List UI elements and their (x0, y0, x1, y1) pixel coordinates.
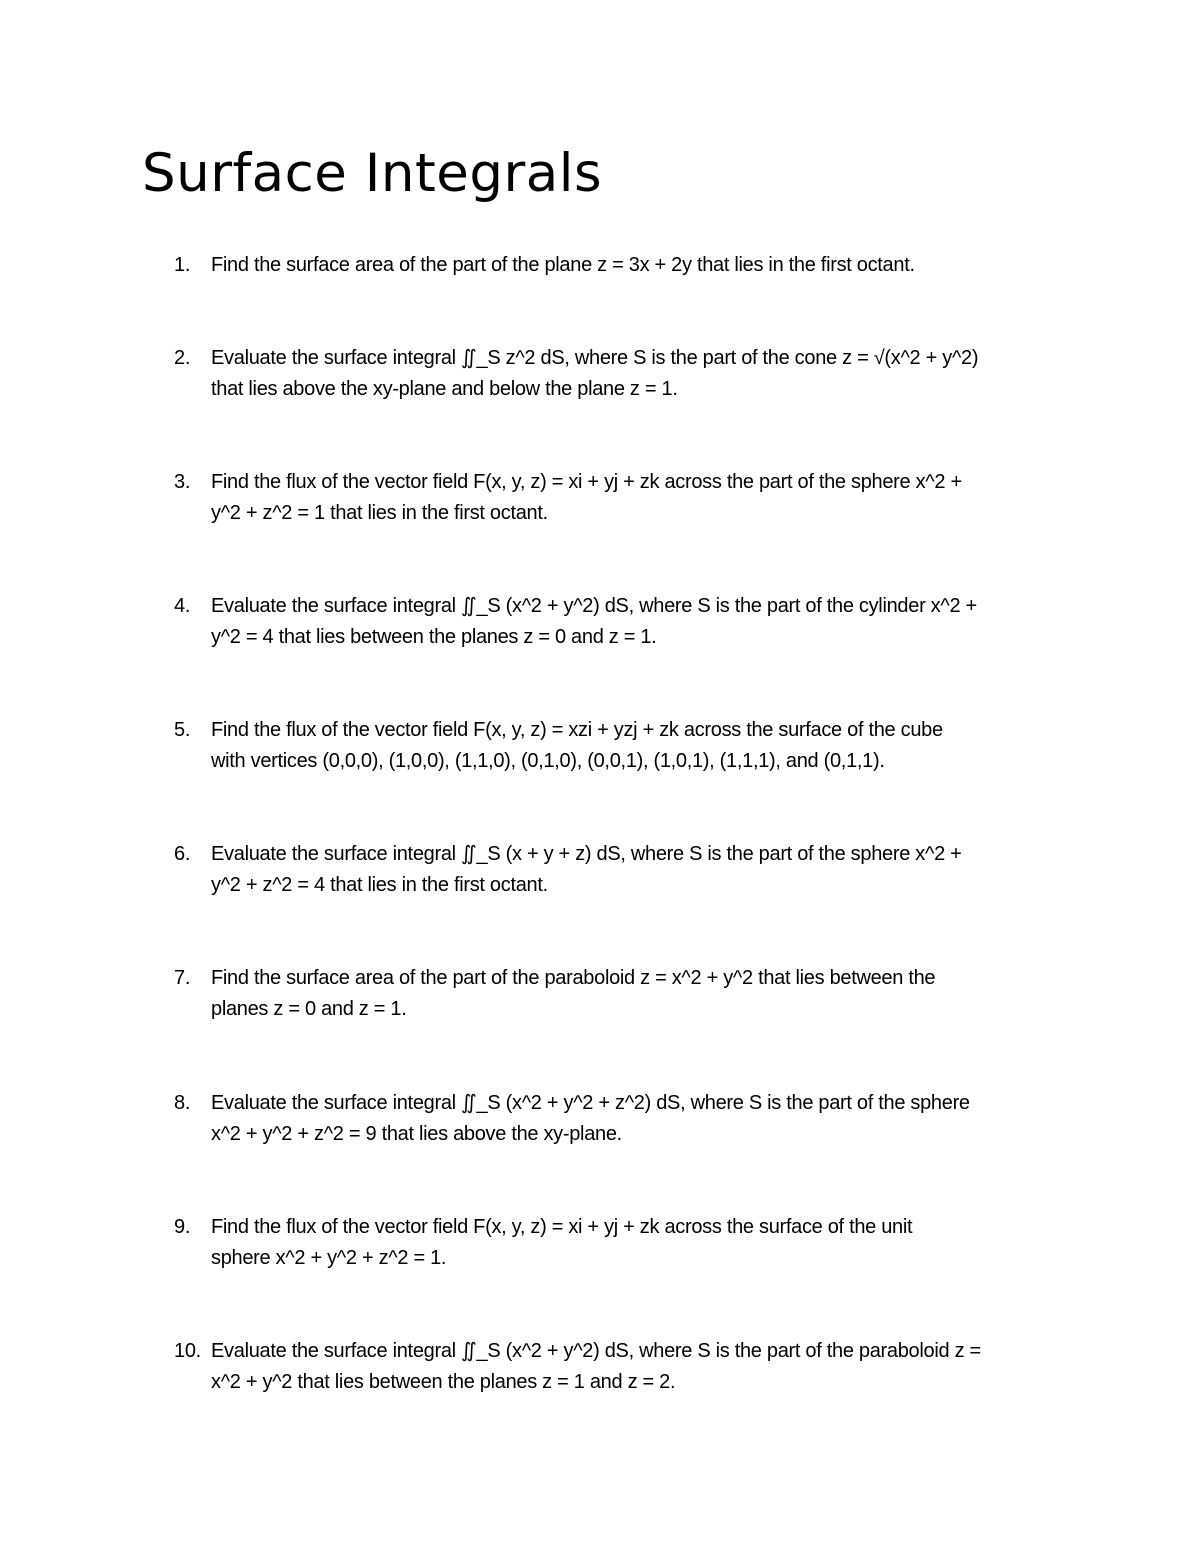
page-title: Surface Integrals (142, 143, 603, 204)
problem-text (211, 839, 1071, 901)
problem-text-line: Find the surface area of the part of the plane z = 3x + 2y that lies in the first octant. (211, 254, 915, 276)
problem-text-line: Evaluate the surface integral ∬_S z^2 dS, where S is the part of the cone z = √(x^2 + y^2) (211, 347, 979, 369)
problem-text-line: x^2 + y^2 that lies between the planes z = 1 and z = 2. (211, 1371, 676, 1393)
problem-text-line: Evaluate the surface integral ∬_S (x^2 + y^2) dS, where S is the part of the cylinder x^2 + (211, 595, 977, 617)
problem-number: 3. (174, 471, 191, 493)
problem-text-line: y^2 + z^2 = 1 that lies in the first octant. (211, 502, 548, 524)
problem-text (211, 250, 1071, 281)
problem-text-line: Evaluate the surface integral ∬_S (x + y + z) dS, where S is the part of the sphere x^2 + (211, 843, 962, 865)
problem-text-line: Find the flux of the vector field F(x, y, z) = xzi + yzj + zk across the surface of the cube (211, 719, 943, 741)
problem-text-line: Evaluate the surface integral ∬_S (x^2 + y^2) dS, where S is the part of the paraboloid z = (211, 1340, 981, 1362)
problem-number: 1. (174, 254, 191, 276)
problem-number: 4. (174, 595, 191, 617)
problem-number: 7. (174, 967, 191, 989)
problem-number: 9. (174, 1216, 191, 1238)
problem-number: 2. (174, 347, 191, 369)
problem-number: 5. (174, 719, 191, 741)
problem-text (211, 591, 1071, 653)
problem-text-line: x^2 + y^2 + z^2 = 9 that lies above the xy-plane. (211, 1123, 622, 1145)
problem-text (211, 343, 1071, 405)
problem-text-line: y^2 + z^2 = 4 that lies in the first octant. (211, 874, 548, 896)
problem-number: 8. (174, 1092, 191, 1114)
problem-text (211, 1088, 1071, 1150)
problem-text-line: with vertices (0,0,0), (1,0,0), (1,1,0), (0,1,0), (0,0,1), (1,0,1), (1,1,1), and (0,1,1). (211, 750, 885, 772)
problem-text-line: y^2 = 4 that lies between the planes z = 0 and z = 1. (211, 626, 657, 648)
problem-text-line: sphere x^2 + y^2 + z^2 = 1. (211, 1247, 447, 1269)
problem-text (211, 963, 1071, 1025)
problem-text (211, 715, 1071, 777)
problem-text-line: Find the flux of the vector field F(x, y, z) = xi + yj + zk across the surface of the unit (211, 1216, 913, 1238)
problem-text-line: Find the flux of the vector field F(x, y, z) = xi + yj + zk across the part of the sphere x^2 + (211, 471, 962, 493)
problem-number: 6. (174, 843, 191, 865)
problem-number: 10. (174, 1340, 201, 1362)
problem-text-line: planes z = 0 and z = 1. (211, 998, 407, 1020)
problem-text (211, 1212, 1071, 1274)
problem-text (211, 1336, 1071, 1398)
problem-text-line: that lies above the xy-plane and below the plane z = 1. (211, 378, 678, 400)
problem-text-line: Evaluate the surface integral ∬_S (x^2 + y^2 + z^2) dS, where S is the part of the sphere (211, 1092, 970, 1114)
problem-text (211, 467, 1071, 529)
problem-text-line: Find the surface area of the part of the paraboloid z = x^2 + y^2 that lies between the (211, 967, 936, 989)
